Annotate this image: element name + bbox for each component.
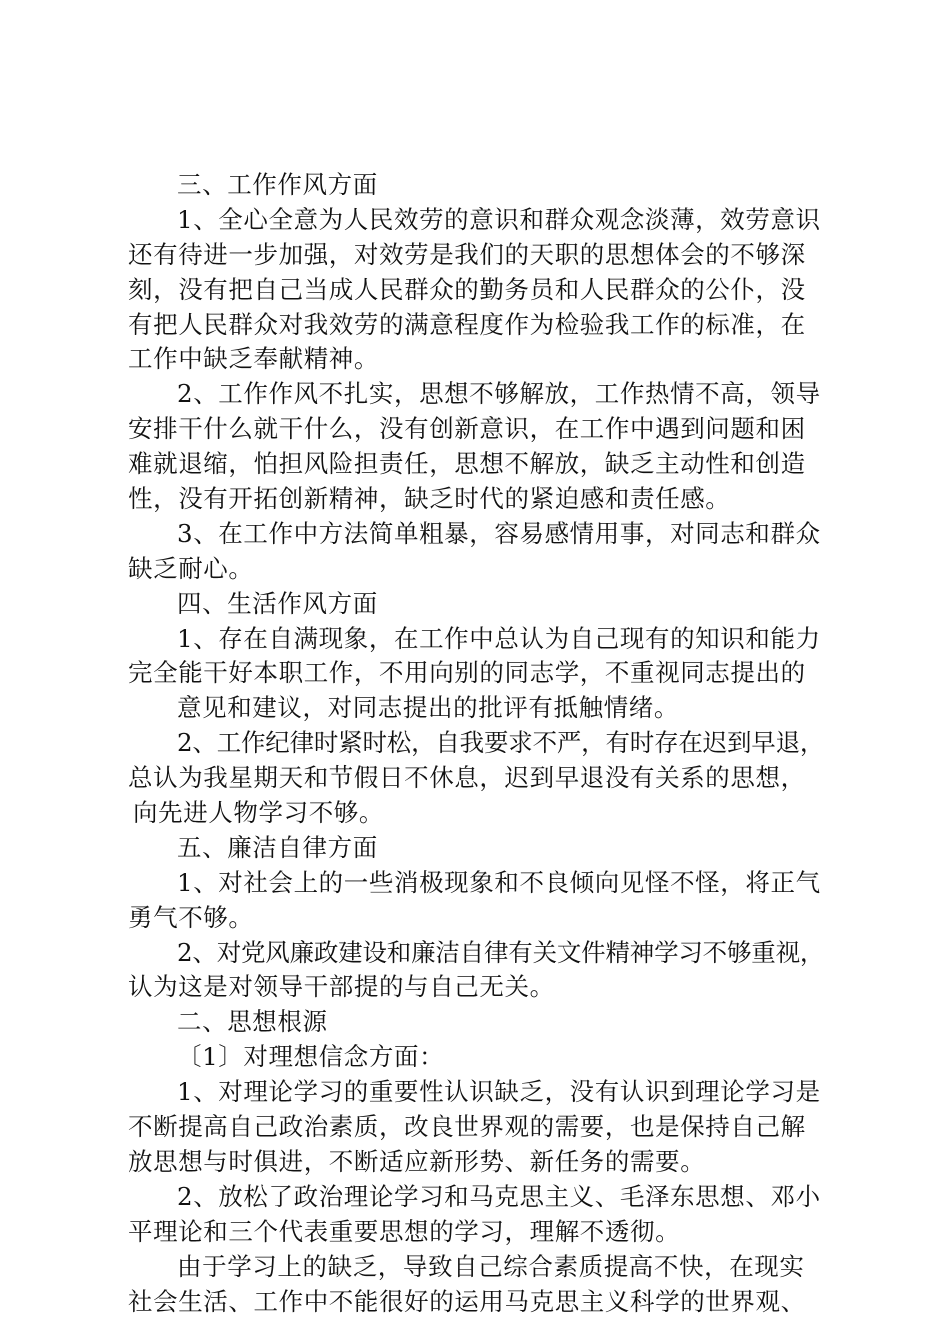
paragraph-line: 不断提高自己政治素质，改良世界观的需要，也是保持自己解 bbox=[128, 1112, 806, 1142]
paragraph-line: 1、存在自满现象，在工作中总认为自己现有的知识和能力 bbox=[177, 623, 821, 653]
paragraph-line: 放思想与时俱进，不断适应新形势、新任务的需要。 bbox=[128, 1146, 706, 1176]
paragraph-line: 2、对党风廉政建设和廉洁自律有关文件精神学习不够重视， bbox=[177, 937, 825, 967]
paragraph-line: 平理论和三个代表重要思想的学习，理解不透彻。 bbox=[128, 1216, 681, 1246]
paragraph-line: 安排干什么就干什么，没有创新意识，在工作中遇到问题和困 bbox=[128, 414, 806, 444]
document-body bbox=[128, 168, 848, 1319]
paragraph-line: 1、对社会上的一些消极现象和不良倾向见怪不怪，将正气 bbox=[177, 867, 821, 897]
paragraph-line: 缺乏耐心。 bbox=[128, 553, 254, 583]
paragraph-line: 认为这是对领导干部提的与自己无关。 bbox=[128, 972, 555, 1002]
paragraph-line: 总认为我星期天和节假日不休息，迟到早退没有关系的思想， bbox=[128, 763, 806, 793]
paragraph-line: 勇气不够。 bbox=[128, 902, 254, 932]
paragraph-line: 1、全心全意为人民效劳的意识和群众观念淡薄，效劳意识 bbox=[177, 204, 821, 234]
paragraph-line: 社会生活、工作中不能很好的运用马克思主义科学的世界观、 bbox=[128, 1286, 806, 1316]
paragraph-line: 3、在工作中方法简单粗暴，容易感情用事，对同志和群众 bbox=[177, 518, 821, 548]
paragraph-line: 由于学习上的缺乏，导致自己综合素质提高不快，在现实 bbox=[177, 1251, 805, 1281]
paragraph-line: 完全能干好本职工作，不用向别的同志学，不重视同志提出的 bbox=[128, 658, 806, 688]
section-heading: 四、生活作风方面 bbox=[177, 588, 378, 618]
paragraph-line: 2、放松了政治理论学习和马克思主义、毛泽东思想、邓小 bbox=[177, 1181, 821, 1211]
paragraph-line: 性，没有开拓创新精神，缺乏时代的紧迫感和责任感。 bbox=[128, 484, 731, 514]
paragraph-line: 刻，没有把自己当成人民群众的勤务员和人民群众的公仆，没 bbox=[128, 274, 806, 304]
section-heading: 三、工作作风方面 bbox=[177, 170, 378, 199]
paragraph-line: 1、对理论学习的重要性认识缺乏，没有认识到理论学习是 bbox=[177, 1077, 821, 1107]
subsection-heading: 〔1〕对理想信念方面： bbox=[177, 1042, 445, 1072]
section-heading: 二、思想根源 bbox=[177, 1007, 328, 1037]
paragraph-line: 2、工作作风不扎实，思想不够解放，工作热情不高，领导 bbox=[177, 379, 821, 409]
paragraph-line: 向先进人物学习不够。 bbox=[133, 798, 384, 828]
paragraph-line: 还有待进一步加强，对效劳是我们的天职的思想体会的不够深 bbox=[128, 239, 806, 269]
paragraph-line: 有把人民群众对我效劳的满意程度作为检验我工作的标准，在 bbox=[128, 309, 806, 339]
paragraph-line: 难就退缩，怕担风险担责任，思想不解放，缺乏主动性和创造 bbox=[128, 449, 806, 479]
paragraph-line: 工作中缺乏奉献精神。 bbox=[128, 344, 379, 374]
section-heading: 五、廉洁自律方面 bbox=[177, 832, 378, 862]
paragraph-line: 2、工作纪律时紧时松，自我要求不严，有时存在迟到早退， bbox=[177, 728, 825, 758]
paragraph-line: 意见和建议，对同志提出的批评有抵触情绪。 bbox=[177, 693, 679, 723]
